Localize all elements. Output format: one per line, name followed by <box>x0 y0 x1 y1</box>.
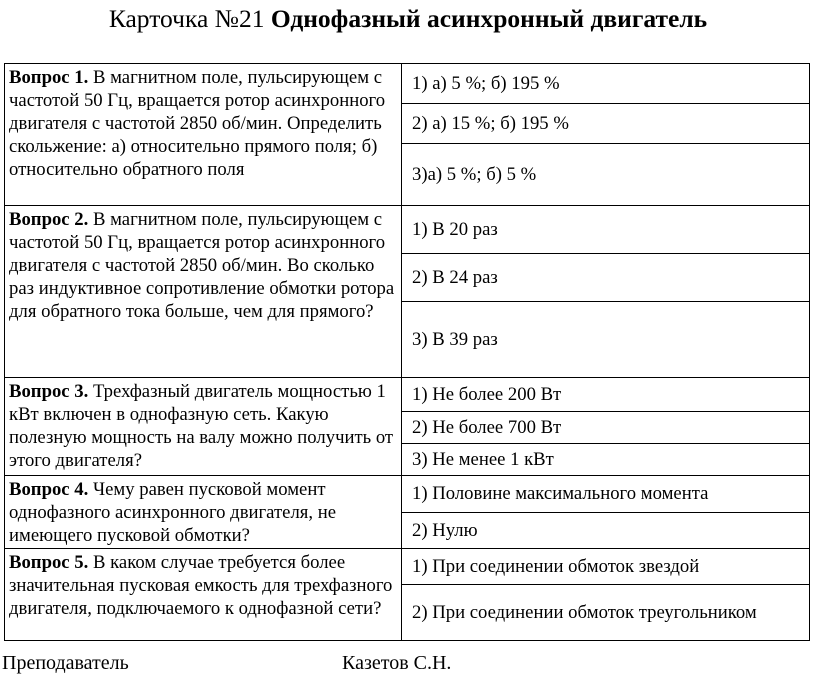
teacher-label: Преподаватель <box>2 652 129 674</box>
question-2-answer-3: 3) В 39 раз <box>402 302 810 378</box>
question-3-text: Трехфазный двигатель мощностью 1 кВт включен в однофазную сеть. Какую полезную мощность на валу можно получить от этого двигателя? <box>9 381 394 471</box>
question-3-cell <box>5 378 402 476</box>
question-2-label: Вопрос 2. <box>9 209 89 230</box>
question-3-answer-2: 2) Не более 700 Вт <box>402 412 810 444</box>
question-2-row <box>5 206 810 254</box>
question-1-row <box>5 64 810 104</box>
card-number: Карточка №21 <box>108 4 271 33</box>
question-2-answer-1: 1) В 20 раз <box>402 206 810 254</box>
question-4-text: Чему равен пусковой момент однофазного асинхронного двигателя, не имеющего пусковой обмотки? <box>9 479 337 546</box>
card-title <box>0 3 816 35</box>
question-2-answer-2: 2) В 24 раз <box>402 254 810 302</box>
question-2-text: В магнитном поле, пульсирующем с частотой 50 Гц, вращается ротор асинхронного двигателя с частотой 2850 об/мин. Во сколько раз индуктивное сопротивление обмотки ротора для обратного тока больше, чем для прямого? <box>9 209 395 322</box>
question-4-label: Вопрос 4. <box>9 479 89 500</box>
questions-table <box>4 63 810 641</box>
question-4-row <box>5 476 810 513</box>
question-4-cell <box>5 476 402 549</box>
question-5-answer-2: 2) При соединении обмоток треугольником <box>402 585 810 641</box>
question-3-row <box>5 378 810 412</box>
question-4-answer-1: 1) Половине максимального момента <box>402 476 810 513</box>
question-5-answer-1: 1) При соединении обмоток звездой <box>402 549 810 585</box>
question-1-answer-3: 3)а) 5 %; б) 5 % <box>402 144 810 206</box>
question-4-answer-2: 2) Нулю <box>402 512 810 549</box>
question-3-answer-3: 3) Не менее 1 кВт <box>402 444 810 476</box>
teacher-name: Казетов С.Н. <box>342 652 452 674</box>
question-2-cell <box>5 206 402 378</box>
question-3-answer-1: 1) Не более 200 Вт <box>402 378 810 412</box>
question-1-label: Вопрос 1. <box>9 67 89 88</box>
question-5-text: В каком случае требуется более значительная пусковая емкость для трехфазного двигателя, подключаемого к однофазной сети? <box>9 552 393 619</box>
question-5-cell <box>5 549 402 641</box>
question-1-answer-2: 2) а) 15 %; б) 195 % <box>402 104 810 144</box>
question-3-label: Вопрос 3. <box>9 381 89 402</box>
question-1-cell <box>5 64 402 206</box>
question-1-answer-1: 1) а) 5 %; б) 195 % <box>402 64 810 104</box>
question-1-text: В магнитном поле, пульсирующем с частотой 50 Гц, вращается ротор асинхронного двигателя с частотой 2850 об/мин. Определить скольжение: а) относительно прямого поля; б) относительно обратного поля <box>9 67 386 180</box>
question-5-row <box>5 549 810 585</box>
card-topic: Однофазный асинхронный двигатель <box>270 4 708 33</box>
question-5-label: Вопрос 5. <box>9 552 89 573</box>
